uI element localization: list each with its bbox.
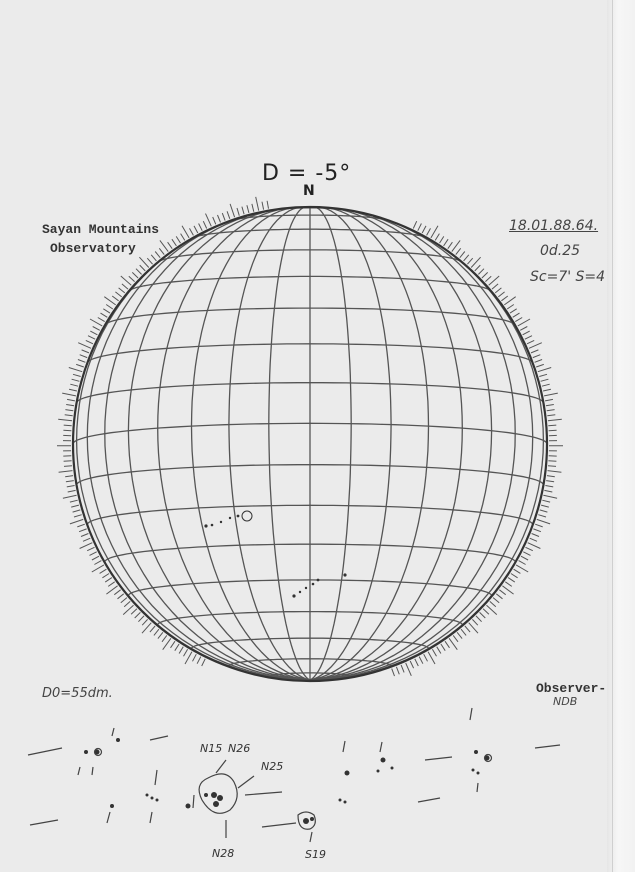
limb-tick [492, 284, 498, 289]
limb-tick [227, 211, 230, 219]
limb-tick [138, 616, 144, 622]
sketch-spot [186, 804, 191, 809]
observer-label: Observer- [536, 681, 607, 696]
seeing-conditions: Sc=7' S=4 [530, 269, 606, 285]
limb-tick [435, 234, 439, 241]
limb-tick [112, 296, 118, 301]
limb-tick [523, 552, 530, 556]
limb-tick [176, 236, 180, 243]
limb-tick [132, 272, 138, 278]
limb-tick [193, 654, 197, 661]
disk-spot [229, 517, 231, 519]
limb-tick [444, 239, 449, 246]
limb-tick [79, 529, 87, 532]
limb-tick [70, 519, 83, 524]
d-value: D = -5° [262, 161, 352, 186]
longitude-line [158, 208, 310, 680]
limb-tick [64, 466, 72, 467]
limb-tick [482, 272, 488, 278]
limb-tick [530, 538, 537, 541]
north-label: N [303, 183, 315, 199]
sketch-stroke [470, 708, 472, 720]
limb-tick [86, 340, 93, 343]
limb-tick [63, 430, 71, 431]
disk-spot [237, 515, 240, 518]
limb-tick [90, 331, 97, 335]
limb-tick [92, 556, 99, 560]
sketch-spot [156, 799, 159, 802]
limb-tick [159, 248, 164, 254]
limb-tick [190, 228, 194, 235]
limb-tick [453, 635, 458, 641]
limb-tick [118, 594, 124, 599]
sketch-spot [217, 795, 223, 801]
limb-tick [448, 242, 453, 249]
limb-tick [202, 659, 206, 666]
limb-tick [67, 399, 75, 401]
sketch-spot [213, 801, 219, 807]
limb-tick [543, 495, 557, 498]
limb-tick [476, 616, 482, 622]
limb-tick [415, 659, 419, 666]
limb-tick [73, 374, 81, 376]
limb-tick [525, 336, 532, 340]
limb-tick [80, 355, 88, 358]
limb-tick [129, 276, 135, 281]
limb-tick [546, 481, 554, 482]
limb-tick [431, 226, 438, 238]
limb-tick [527, 340, 534, 343]
limb-tick [115, 292, 121, 297]
limb-tick [460, 252, 465, 258]
limb-tick [542, 384, 550, 386]
limb-tick [547, 415, 555, 416]
limb-tick [88, 336, 95, 340]
limb-tick [242, 207, 244, 215]
limb-tick [64, 461, 72, 462]
limb-tick [94, 561, 101, 565]
limb-tick [62, 393, 76, 396]
limb-tick [162, 635, 167, 641]
label-s19: S19 [305, 848, 326, 861]
limb-tick [206, 214, 212, 227]
limb-tick [496, 594, 502, 599]
heliographic-grid [73, 207, 547, 680]
sketch-stroke [380, 742, 382, 752]
sketch-stroke [193, 795, 194, 808]
limb-tick [440, 236, 444, 243]
limb-tick [461, 629, 466, 635]
limb-tick [546, 405, 554, 406]
limb-tick [533, 529, 541, 532]
limb-tick [410, 661, 413, 668]
limb-tick [67, 486, 75, 487]
limb-tick [197, 657, 201, 664]
sketch-spot [391, 767, 394, 770]
limb-tick [65, 415, 73, 416]
sketch-spot [477, 772, 480, 775]
limb-tick [548, 471, 562, 473]
sketch-spot [339, 799, 342, 802]
limb-tick [520, 327, 527, 331]
limb-tick [535, 360, 543, 363]
limb-tick [218, 215, 221, 222]
limb-tick [90, 319, 102, 326]
limb-tick [87, 547, 94, 550]
limb-tick [472, 619, 477, 625]
limb-tick [168, 242, 173, 249]
limb-tick [427, 228, 431, 235]
limb-tick [203, 221, 206, 228]
limb-tick [136, 269, 142, 275]
limb-tick [256, 197, 259, 211]
limb-tick [175, 644, 179, 651]
limb-tick [419, 657, 423, 664]
sketch-stroke [30, 820, 58, 825]
observation-date: 18.01.88.64. [509, 218, 599, 234]
sketch-spot [211, 792, 217, 798]
limb-tick [475, 265, 481, 271]
limb-tick [437, 647, 441, 654]
limb-tick [547, 410, 555, 411]
sketch-stroke [150, 736, 168, 740]
limb-tick [543, 389, 551, 391]
limb-tick [68, 490, 76, 492]
disk-spot [305, 587, 307, 589]
disk-spot [292, 594, 295, 597]
limb-tick [465, 626, 470, 632]
limb-tick [230, 204, 235, 217]
limb-tick [102, 574, 109, 578]
limb-tick [92, 565, 104, 572]
limb-tick [185, 652, 192, 664]
limb-tick [172, 239, 177, 246]
limb-tick [529, 343, 542, 349]
sketch-stroke [155, 770, 157, 785]
limb-tick [59, 471, 73, 473]
limb-tick [64, 425, 72, 426]
limb-tick [70, 500, 78, 502]
limb-tick [222, 213, 225, 221]
limb-tick [184, 649, 188, 656]
limb-tick [549, 430, 557, 431]
limb-tick [544, 490, 552, 492]
sketch-spot [381, 758, 386, 763]
sketch-stroke [535, 745, 560, 748]
observer-name: NDB [553, 695, 578, 708]
limb-tick [511, 574, 518, 578]
sketch-spot [116, 738, 120, 742]
disk-spot [317, 579, 320, 582]
disk-spot-ring [242, 511, 252, 521]
sketch-stroke [92, 767, 93, 775]
limb-tick [69, 389, 77, 391]
limb-tick [480, 612, 486, 618]
limb-tick [531, 350, 538, 353]
limb-tick [66, 481, 74, 482]
limb-tick [155, 252, 160, 258]
limb-tick [510, 309, 517, 313]
limb-tick [66, 405, 74, 406]
limb-tick [194, 226, 198, 233]
observation-time: 0d.25 [540, 243, 581, 259]
limb-tick [98, 318, 105, 322]
limb-tick [545, 486, 553, 487]
label-n15: N15 [200, 742, 223, 755]
limb-tick [422, 226, 426, 233]
limb-tick [533, 355, 541, 358]
limb-tick [526, 547, 533, 550]
limb-tick [548, 461, 556, 462]
limb-tick [493, 598, 499, 603]
limb-tick [413, 221, 416, 228]
label-n26: N26 [228, 742, 251, 755]
limb-tick [428, 652, 435, 664]
limb-tick [142, 619, 147, 625]
limb-tick [65, 476, 73, 477]
disk-spot [299, 591, 301, 593]
limb-tick [547, 476, 555, 477]
limb-tick [485, 276, 491, 281]
limb-tick [501, 296, 507, 301]
sketch-spot [345, 771, 350, 776]
limb-tick [432, 649, 436, 656]
sketch-stroke [418, 798, 440, 802]
disk-diameter: D0=55dm. [42, 686, 113, 701]
limb-tick [518, 319, 530, 326]
limb-tick [528, 543, 541, 549]
limb-tick [171, 641, 176, 648]
limb-tick [237, 208, 239, 216]
limb-tick [498, 292, 504, 297]
longitude-line [310, 207, 429, 680]
limb-tick [108, 582, 115, 587]
limb-tick [456, 248, 461, 254]
observatory-name: Sayan Mountains [42, 222, 160, 237]
limb-tick [114, 590, 120, 595]
longitude-line [269, 207, 310, 680]
limb-tick [93, 327, 100, 331]
limb-tick [540, 510, 548, 512]
limb-tick [499, 590, 505, 595]
limb-tick [445, 641, 450, 648]
sketch-spot [472, 769, 475, 772]
limb-tick [77, 524, 85, 527]
limb-tick [100, 569, 107, 573]
limb-tick [58, 419, 72, 420]
limb-tick [478, 269, 484, 275]
limb-tick [150, 626, 155, 632]
limb-tick [182, 226, 189, 238]
limb-tick [441, 644, 445, 651]
longitude-line [310, 208, 462, 680]
limb-tick [252, 204, 254, 212]
limb-tick [548, 425, 556, 426]
limb-tick [70, 384, 78, 386]
limb-tick [82, 350, 89, 353]
limb-tick [483, 609, 489, 615]
limb-tick [101, 313, 108, 317]
limb-tick [536, 364, 544, 367]
limb-tick [122, 284, 128, 289]
limb-tick [151, 255, 156, 261]
sketch-stroke [28, 748, 62, 755]
limb-tick [515, 318, 522, 322]
limb-tick [464, 255, 469, 261]
longitude-line [192, 207, 311, 680]
limb-tick [508, 578, 515, 583]
limb-tick [80, 543, 93, 549]
limb-tick [548, 419, 562, 420]
sketch-spot [474, 750, 478, 754]
limb-tick [121, 598, 127, 603]
limb-tick [545, 399, 553, 401]
limb-tick [538, 515, 546, 517]
limb-tick [457, 632, 462, 638]
limb-tick [213, 217, 216, 224]
limb-tick [140, 265, 146, 271]
sketch-spot [151, 797, 154, 800]
sketch-stroke [262, 823, 296, 827]
limb-tick [147, 258, 152, 264]
disk-spot [312, 583, 315, 586]
limb-tick [71, 505, 79, 507]
limb-tick [154, 629, 159, 635]
limb-tick [90, 552, 97, 556]
limb-tick [516, 565, 528, 572]
sketch-spot [377, 770, 380, 773]
limb-tick [131, 609, 137, 615]
sketch-stroke [78, 767, 80, 775]
limb-tick [76, 364, 84, 367]
limb-tick [544, 393, 558, 396]
limb-tick [507, 305, 514, 310]
limb-tick [135, 612, 141, 618]
sketch-stroke [343, 741, 345, 752]
limb-tick [548, 466, 556, 467]
limb-tick [495, 288, 501, 293]
limb-tick [267, 201, 268, 209]
limb-tick [401, 665, 404, 672]
longitude-line [310, 214, 533, 680]
limb-tick [514, 569, 521, 573]
sketch-spot [84, 750, 88, 754]
limb-tick [539, 374, 547, 376]
limb-tick [521, 556, 528, 560]
sketch-spot [204, 793, 208, 797]
longitude-line [310, 207, 351, 680]
limb-tick [63, 495, 77, 498]
sketch-spot [110, 804, 114, 808]
limb-tick [103, 309, 110, 313]
limb-tick [396, 667, 399, 675]
limb-tick [262, 202, 264, 210]
sketch-spot [146, 794, 149, 797]
limb-tick [81, 534, 88, 537]
limb-tick [65, 410, 73, 411]
sketch-stroke [150, 812, 152, 823]
limb-tick [179, 647, 183, 654]
limb-tick [199, 224, 203, 231]
limb-tick [106, 305, 113, 310]
limb-tick [542, 500, 550, 502]
sketch-stroke [477, 783, 478, 792]
limb-tick [392, 669, 395, 677]
limb-tick [538, 368, 551, 372]
limb-tick [424, 654, 428, 661]
limb-tick [418, 224, 422, 231]
limb-tick [72, 379, 80, 381]
disk-spot [343, 573, 346, 576]
limb-tick [181, 234, 185, 241]
sketch-stroke [425, 757, 452, 760]
limb-tick [505, 582, 512, 587]
limb-tick [513, 313, 520, 317]
sketch-stroke [107, 812, 110, 823]
limb-tick [523, 331, 530, 335]
limb-tick [532, 534, 539, 537]
limb-tick [158, 632, 163, 638]
sketch-stroke [238, 776, 254, 788]
limb-tick [124, 601, 130, 606]
limb-tick [74, 515, 82, 517]
limb-tick [490, 601, 496, 606]
limb-tick [78, 343, 91, 349]
observatory-subtitle: Observatory [50, 241, 136, 256]
sketch-stroke [310, 832, 312, 842]
limb-tick [519, 561, 526, 565]
sketch-stroke [245, 792, 282, 795]
limb-tick [537, 519, 550, 524]
sketch-stroke [216, 760, 226, 773]
limb-tick [247, 205, 249, 213]
disk-spot [211, 524, 214, 527]
limb-tick [467, 258, 472, 264]
limb-tick [105, 578, 112, 583]
limb-tick [78, 360, 86, 363]
label-n28: N28 [212, 847, 235, 860]
sunspot-sketches [28, 708, 560, 842]
limb-tick [406, 663, 412, 676]
limb-tick [535, 524, 543, 527]
limb-tick [69, 368, 82, 372]
disk-spot [204, 524, 207, 527]
sketch-spot [310, 817, 314, 821]
limb-tick [119, 288, 125, 293]
longitude-line [87, 214, 310, 680]
sketch-stroke [112, 728, 114, 736]
limb-tick [541, 379, 549, 381]
disk-spot [220, 521, 222, 523]
sketch-spot [344, 801, 347, 804]
limb-tick [73, 510, 81, 512]
limb-tick [541, 505, 549, 507]
label-n25: N25 [261, 760, 284, 773]
limb-tick [83, 538, 90, 541]
sketch-spot [303, 818, 309, 824]
